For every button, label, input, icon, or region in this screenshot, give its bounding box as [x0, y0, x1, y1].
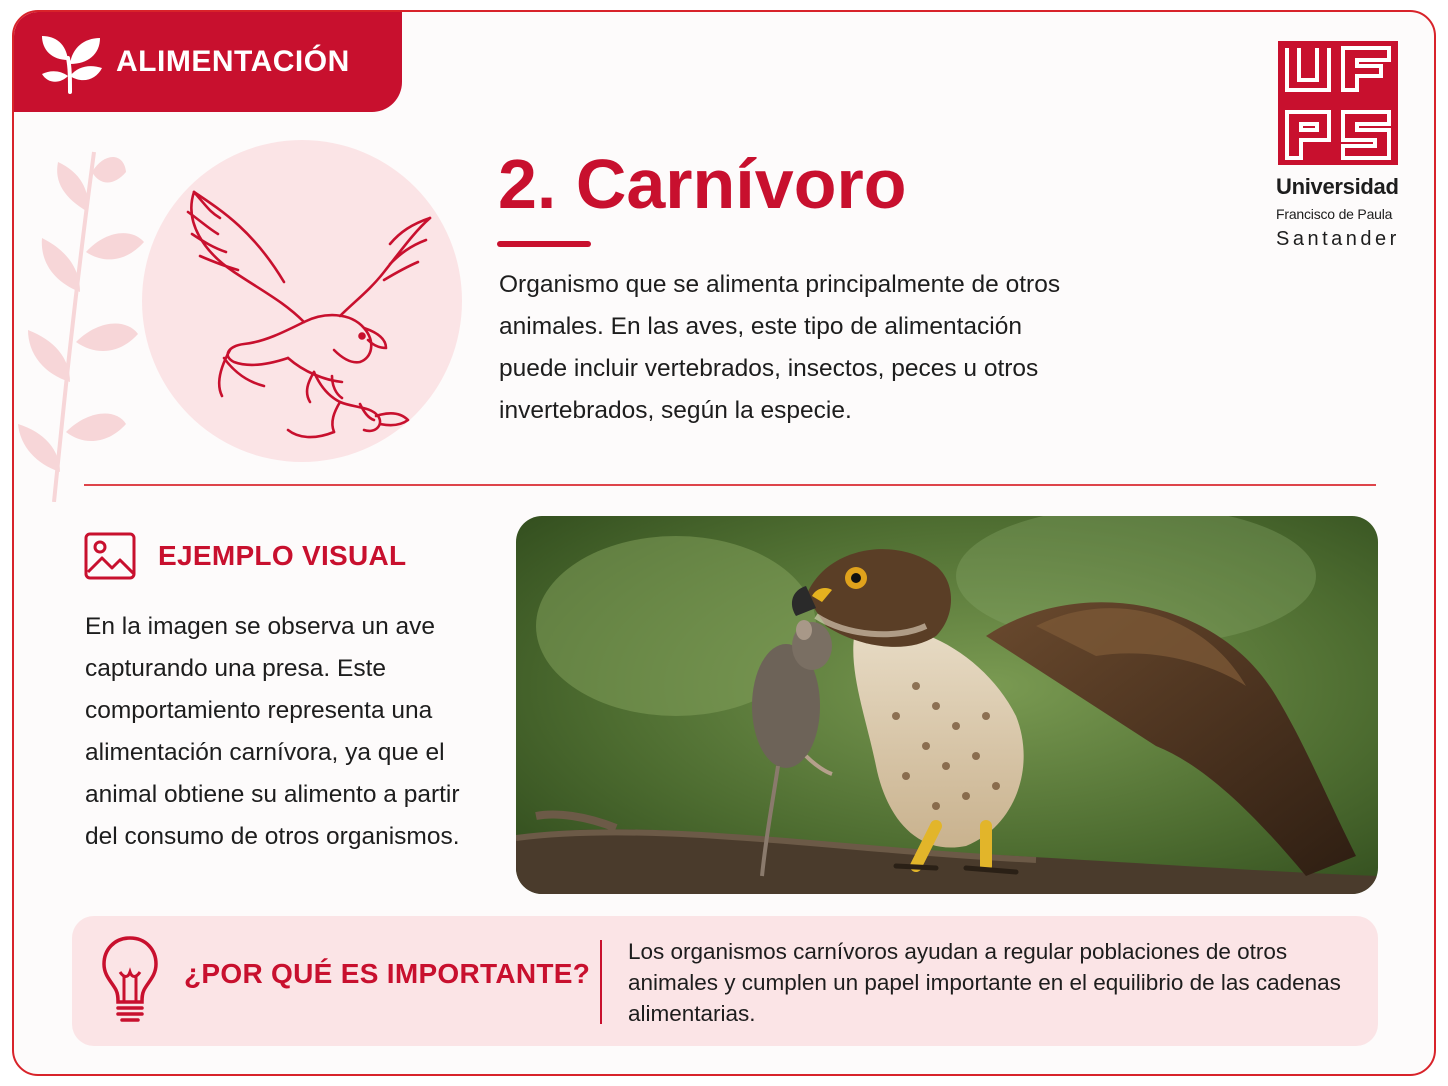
- lightbulb-icon: [98, 932, 162, 1028]
- hawk-photo: [516, 516, 1378, 894]
- ufps-logo-mark: [1277, 40, 1399, 166]
- importance-label: ¿POR QUÉ ES IMPORTANTE?: [184, 958, 591, 989]
- hawk-with-mouse-illustration: [164, 172, 444, 452]
- category-label: ALIMENTACIÓN: [116, 45, 350, 78]
- category-tab: [14, 12, 402, 112]
- importance-box: [72, 916, 1378, 1046]
- example-text: En la imagen se observa un ave capturando una presa. Este comportamiento representa una alimentación carnívora, ya que el animal obtiene su alimento a partir del consumo de otros organismos.: [85, 613, 460, 850]
- logo-place-text: Santander: [1276, 228, 1400, 250]
- definition-text: Organismo que se alimenta principalmente de otros animales. En las aves, este tipo de alimentación puede incluir vertebrados, insectos, peces u otros invertebrados, según la especie.: [499, 271, 1061, 424]
- logo-university-text: Universidad: [1276, 174, 1399, 199]
- importance-divider: [600, 940, 602, 1024]
- leaves-decoration: [14, 142, 164, 502]
- info-card: [12, 10, 1436, 1076]
- leaf-sprout-icon: [38, 30, 106, 94]
- example-heading: [84, 532, 406, 580]
- section-divider: [84, 484, 1376, 486]
- university-logo: [1276, 40, 1402, 251]
- logo-subtitle-text: Francisco de Paula: [1276, 206, 1393, 222]
- title-underline: [497, 241, 591, 247]
- example-label: EJEMPLO VISUAL: [158, 540, 407, 571]
- image-icon: [84, 532, 136, 580]
- page-title: 2. Carnívoro: [498, 145, 907, 223]
- importance-text: Los organismos carnívoros ayudan a regular poblaciones de otros animales y cumplen un papel importante en el equilibrio de las cadenas alimentarias.: [628, 939, 1341, 1026]
